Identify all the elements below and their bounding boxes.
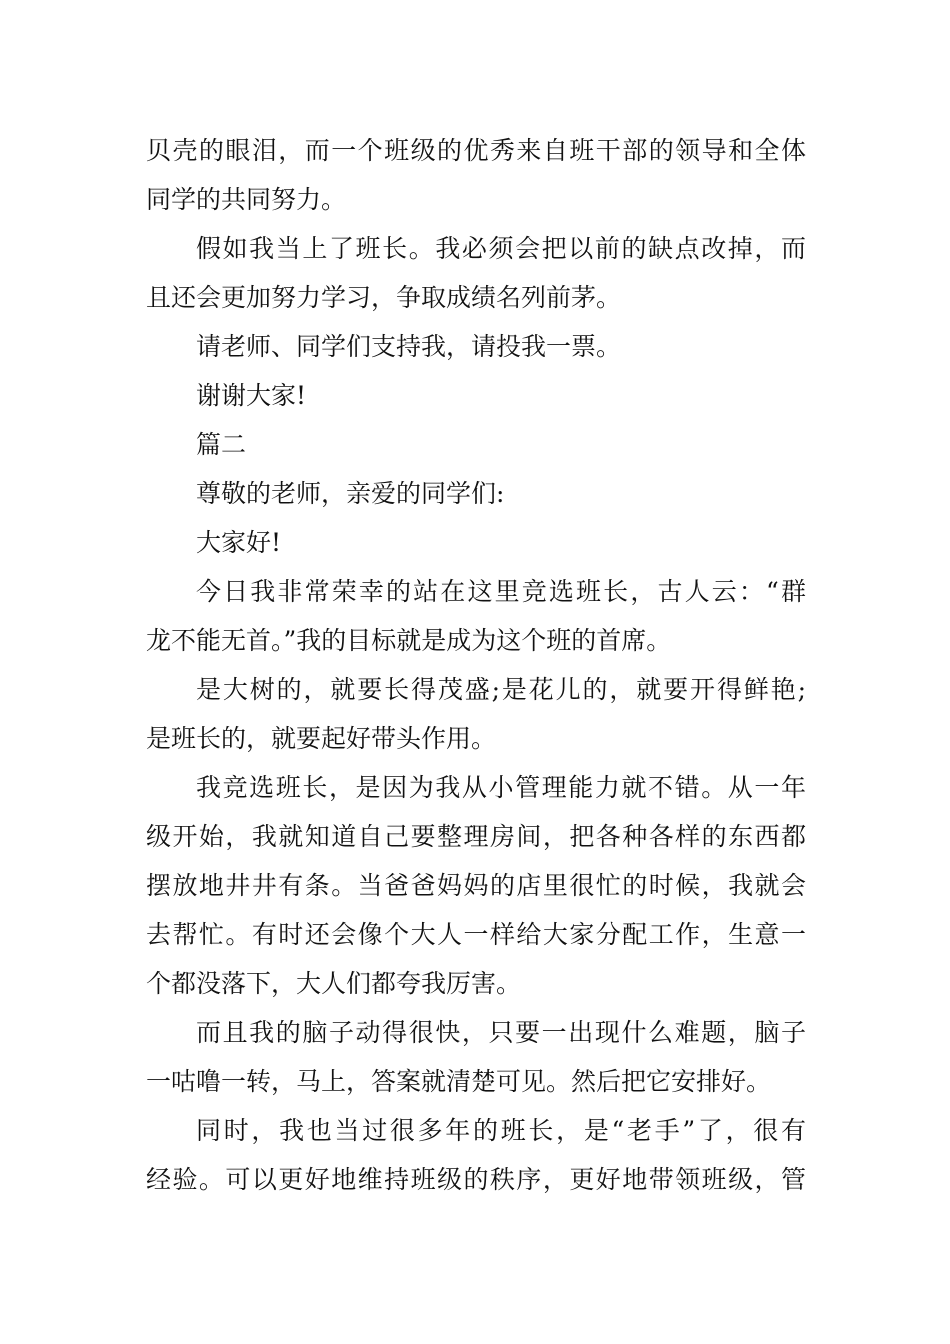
text-line: 今日我非常荣幸的站在这里竞选班长，古人云：“群	[196, 577, 806, 606]
text-line: 级开始，我就知道自己要整理房间，把各种各样的东西都	[146, 822, 806, 851]
text-line: 同学的共同努力。	[146, 185, 347, 214]
text-line: 经验。可以更好地维持班级的秩序，更好地带领班级，管	[146, 1165, 806, 1194]
text-line: 是大树的，就要长得茂盛;是花儿的，就要开得鲜艳;	[196, 675, 806, 704]
text-line: 摆放地井井有条。当爸爸妈妈的店里很忙的时候，我就会	[146, 871, 806, 900]
text-line: 是班长的，就要起好带头作用。	[146, 724, 497, 753]
text-line: 尊敬的老师，亲爱的同学们:	[196, 479, 505, 508]
text-line: 同时，我也当过很多年的班长，是“老手”了，很有	[196, 1116, 806, 1145]
text-line: 且还会更加努力学习，争取成绩名列前茅。	[146, 283, 622, 312]
text-line: 贝壳的眼泪，而一个班级的优秀来自班干部的领导和全体	[146, 136, 806, 165]
text-line: 大家好!	[196, 528, 282, 557]
text-line: 一咕噜一转，马上，答案就清楚可见。然后把它安排好。	[146, 1067, 772, 1096]
text-line: 谢谢大家!	[196, 381, 307, 410]
document-body	[146, 126, 806, 1204]
text-line: 个都没落下，大人们都夸我厉害。	[146, 969, 522, 998]
text-line: 而且我的脑子动得很快，只要一出现什么难题，脑子	[196, 1018, 806, 1047]
text-line: 篇二	[196, 430, 247, 459]
text-line: 假如我当上了班长。我必须会把以前的缺点改掉，而	[196, 234, 806, 263]
text-line: 去帮忙。有时还会像个大人一样给大家分配工作，生意一	[146, 920, 806, 949]
text-line: 我竞选班长，是因为我从小管理能力就不错。从一年	[196, 773, 806, 802]
text-line: 龙不能无首。”我的目标就是成为这个班的首席。	[146, 626, 672, 655]
text-line: 请老师、同学们支持我，请投我一票。	[196, 332, 622, 361]
